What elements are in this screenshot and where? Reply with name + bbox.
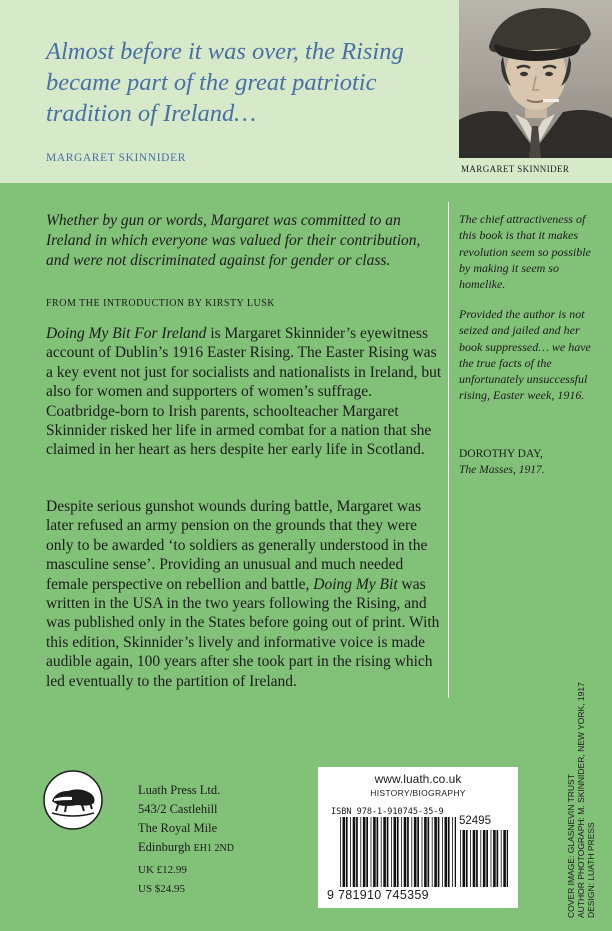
book-title: Doing My Bit For Ireland [46, 325, 207, 342]
barcode-bar [428, 817, 430, 887]
badger-logo-icon [42, 769, 104, 831]
barcode-bar [404, 817, 407, 887]
cover-credits [566, 658, 596, 918]
barcode-bar [503, 830, 506, 887]
barcode-bar [434, 817, 437, 887]
isbn-label: ISBN 978-1-910745-35-9 [331, 807, 444, 817]
blurb-paragraph-2-text-b: was written in the USA in the two years following the Rising, and was published only in the States before going out of print. With this edition, Skinnider’s lively and informative voice is made audible again, 100 years after she took part in the rising which led eventually to the partition of Ireland. [46, 575, 440, 690]
barcode-bar [340, 817, 341, 887]
author-photo-caption: MARGARET SKINNIDER [461, 164, 570, 174]
author-portrait-image [459, 0, 612, 158]
barcode-bar [417, 817, 419, 887]
barcode-bar [445, 817, 448, 887]
book-short-title: Doing My Bit [313, 575, 398, 593]
barcode-bar [383, 817, 386, 887]
publisher-city: Edinburgh [138, 840, 191, 854]
barcode-bar [491, 830, 492, 887]
author-photo-panel [459, 0, 612, 183]
column-divider [448, 202, 449, 698]
barcode-bar [401, 817, 402, 887]
publisher-city-line [138, 838, 234, 858]
barcode-bar [497, 830, 499, 887]
barcode-bar [424, 817, 427, 887]
publisher-website: www.luath.co.uk [374, 772, 462, 786]
ean-digits: 9 781910 745359 [327, 888, 429, 902]
top-quote-attribution: MARGARET SKINNIDER [46, 152, 186, 164]
barcode-bar [463, 830, 466, 887]
review-attribution [459, 446, 545, 478]
introduction-quote: Whether by gun or words, Margaret was committed to an Ireland in which everyone was valued for their contribution, and were not discriminated against for gender or class. [46, 212, 421, 269]
barcode-bar [414, 817, 417, 887]
barcode-bar [476, 830, 478, 887]
price-uk: UK £12.99 [138, 864, 187, 876]
luath-press-logo [42, 769, 104, 831]
barcode-bar [350, 817, 351, 887]
ean-barcode [340, 817, 456, 887]
barcode-bar [377, 817, 379, 887]
barcode-bar [473, 830, 476, 887]
barcode-bar [366, 817, 368, 887]
price-code-label: 52495 [459, 815, 491, 827]
barcode-bar [391, 817, 392, 887]
top-pull-quote: Almost before it was over, the Rising became part of the great patriotic tradition of Ireland… [46, 38, 404, 127]
barcode-panel [318, 767, 518, 908]
barcode-bar [448, 817, 450, 887]
barcode-bar [480, 830, 481, 887]
publisher-address-line-1: 543/2 Castlehill [138, 802, 218, 816]
review-author: DOROTHY DAY, [459, 448, 543, 460]
barcode-bar [381, 817, 382, 887]
introduction-attribution: FROM THE INTRODUCTION BY KIRSTY LUSK [46, 298, 276, 309]
barcode-bar [442, 817, 443, 887]
barcode-bar [346, 817, 348, 887]
publisher-address-line-2: The Royal Mile [138, 821, 218, 835]
barcode-bar [407, 817, 409, 887]
barcode-bar [387, 817, 389, 887]
price-list [138, 861, 187, 899]
barcode-bar [486, 830, 488, 887]
barcode-bar [452, 817, 453, 887]
barcode-bar [371, 817, 372, 887]
barcode-bar [394, 817, 397, 887]
publisher-name: Luath Press Ltd. [138, 783, 221, 797]
barcode-bar [363, 817, 366, 887]
publisher-postcode: EH1 2ND [193, 843, 234, 854]
barcode-bar [460, 830, 461, 887]
barcode-bar [353, 817, 356, 887]
barcode-bar [343, 817, 346, 887]
blurb-paragraph-1 [46, 324, 446, 460]
blurb-paragraph-1-text: is Margaret Skinnider’s eyewitness account of Dublin’s 1916 Easter Rising. The Easter Rising was a key event not just for socialists and nationalists in Ireland, but also for women and supporters of women’s suffrage. Coatbridge-born to Irish parents, schoolteacher Margaret Skinnider risked her life in armed combat for a nation that she claimed in her heart as hers despite her early life in Scotland. [46, 325, 442, 459]
credit-cover-image: COVER IMAGE: GLASNEVIN TRUST [566, 774, 576, 918]
barcode-bar [438, 817, 440, 887]
barcode-bar [493, 830, 496, 887]
barcode-bar [470, 830, 471, 887]
review-source: The Masses, 1917. [459, 464, 545, 476]
barcode-bar [432, 817, 433, 887]
blurb-paragraph-2 [46, 497, 446, 691]
barcode-bar [397, 817, 399, 887]
barcode-bar [466, 830, 468, 887]
barcode-bar [373, 817, 376, 887]
barcode-bar [422, 817, 423, 887]
blurb-paragraph-2-text-a: Despite serious gunshot wounds during battle, Margaret was later refused an army pension on the grounds that they were only to be awarded ‘to soldiers as generally understood in the masculine sense’. Providing an unusual and much needed female perspective on rebellion and battle, [46, 498, 428, 593]
price-addon-barcode [460, 830, 508, 887]
barcode-bar [483, 830, 486, 887]
review-quote-1: The chief attractiveness of this book is that it makes revolution seem so possible by making it seem so homelike. [459, 212, 591, 292]
book-category: HISTORY/BIOGRAPHY [370, 788, 466, 798]
barcode-bar [455, 817, 456, 887]
credit-author-photo: AUTHOR PHOTOGRAPH: M. SKINNIDER, NEW YORK, 1917 [576, 682, 586, 918]
barcode-bar [356, 817, 358, 887]
barcode-bar [507, 830, 508, 887]
barcode-bar [411, 817, 412, 887]
author-photograph [459, 0, 612, 158]
review-quote-2: Provided the author is not seized and jailed and her book suppressed… we have the true facts of the unfortunately unsuccessful rising, Easter week, 1916. [459, 307, 591, 403]
credit-design: DESIGN: LUATH PRESS [586, 822, 596, 918]
price-us: US $24.95 [138, 883, 186, 895]
barcode-bar [501, 830, 502, 887]
publisher-address [138, 781, 234, 858]
barcode-bar [360, 817, 361, 887]
